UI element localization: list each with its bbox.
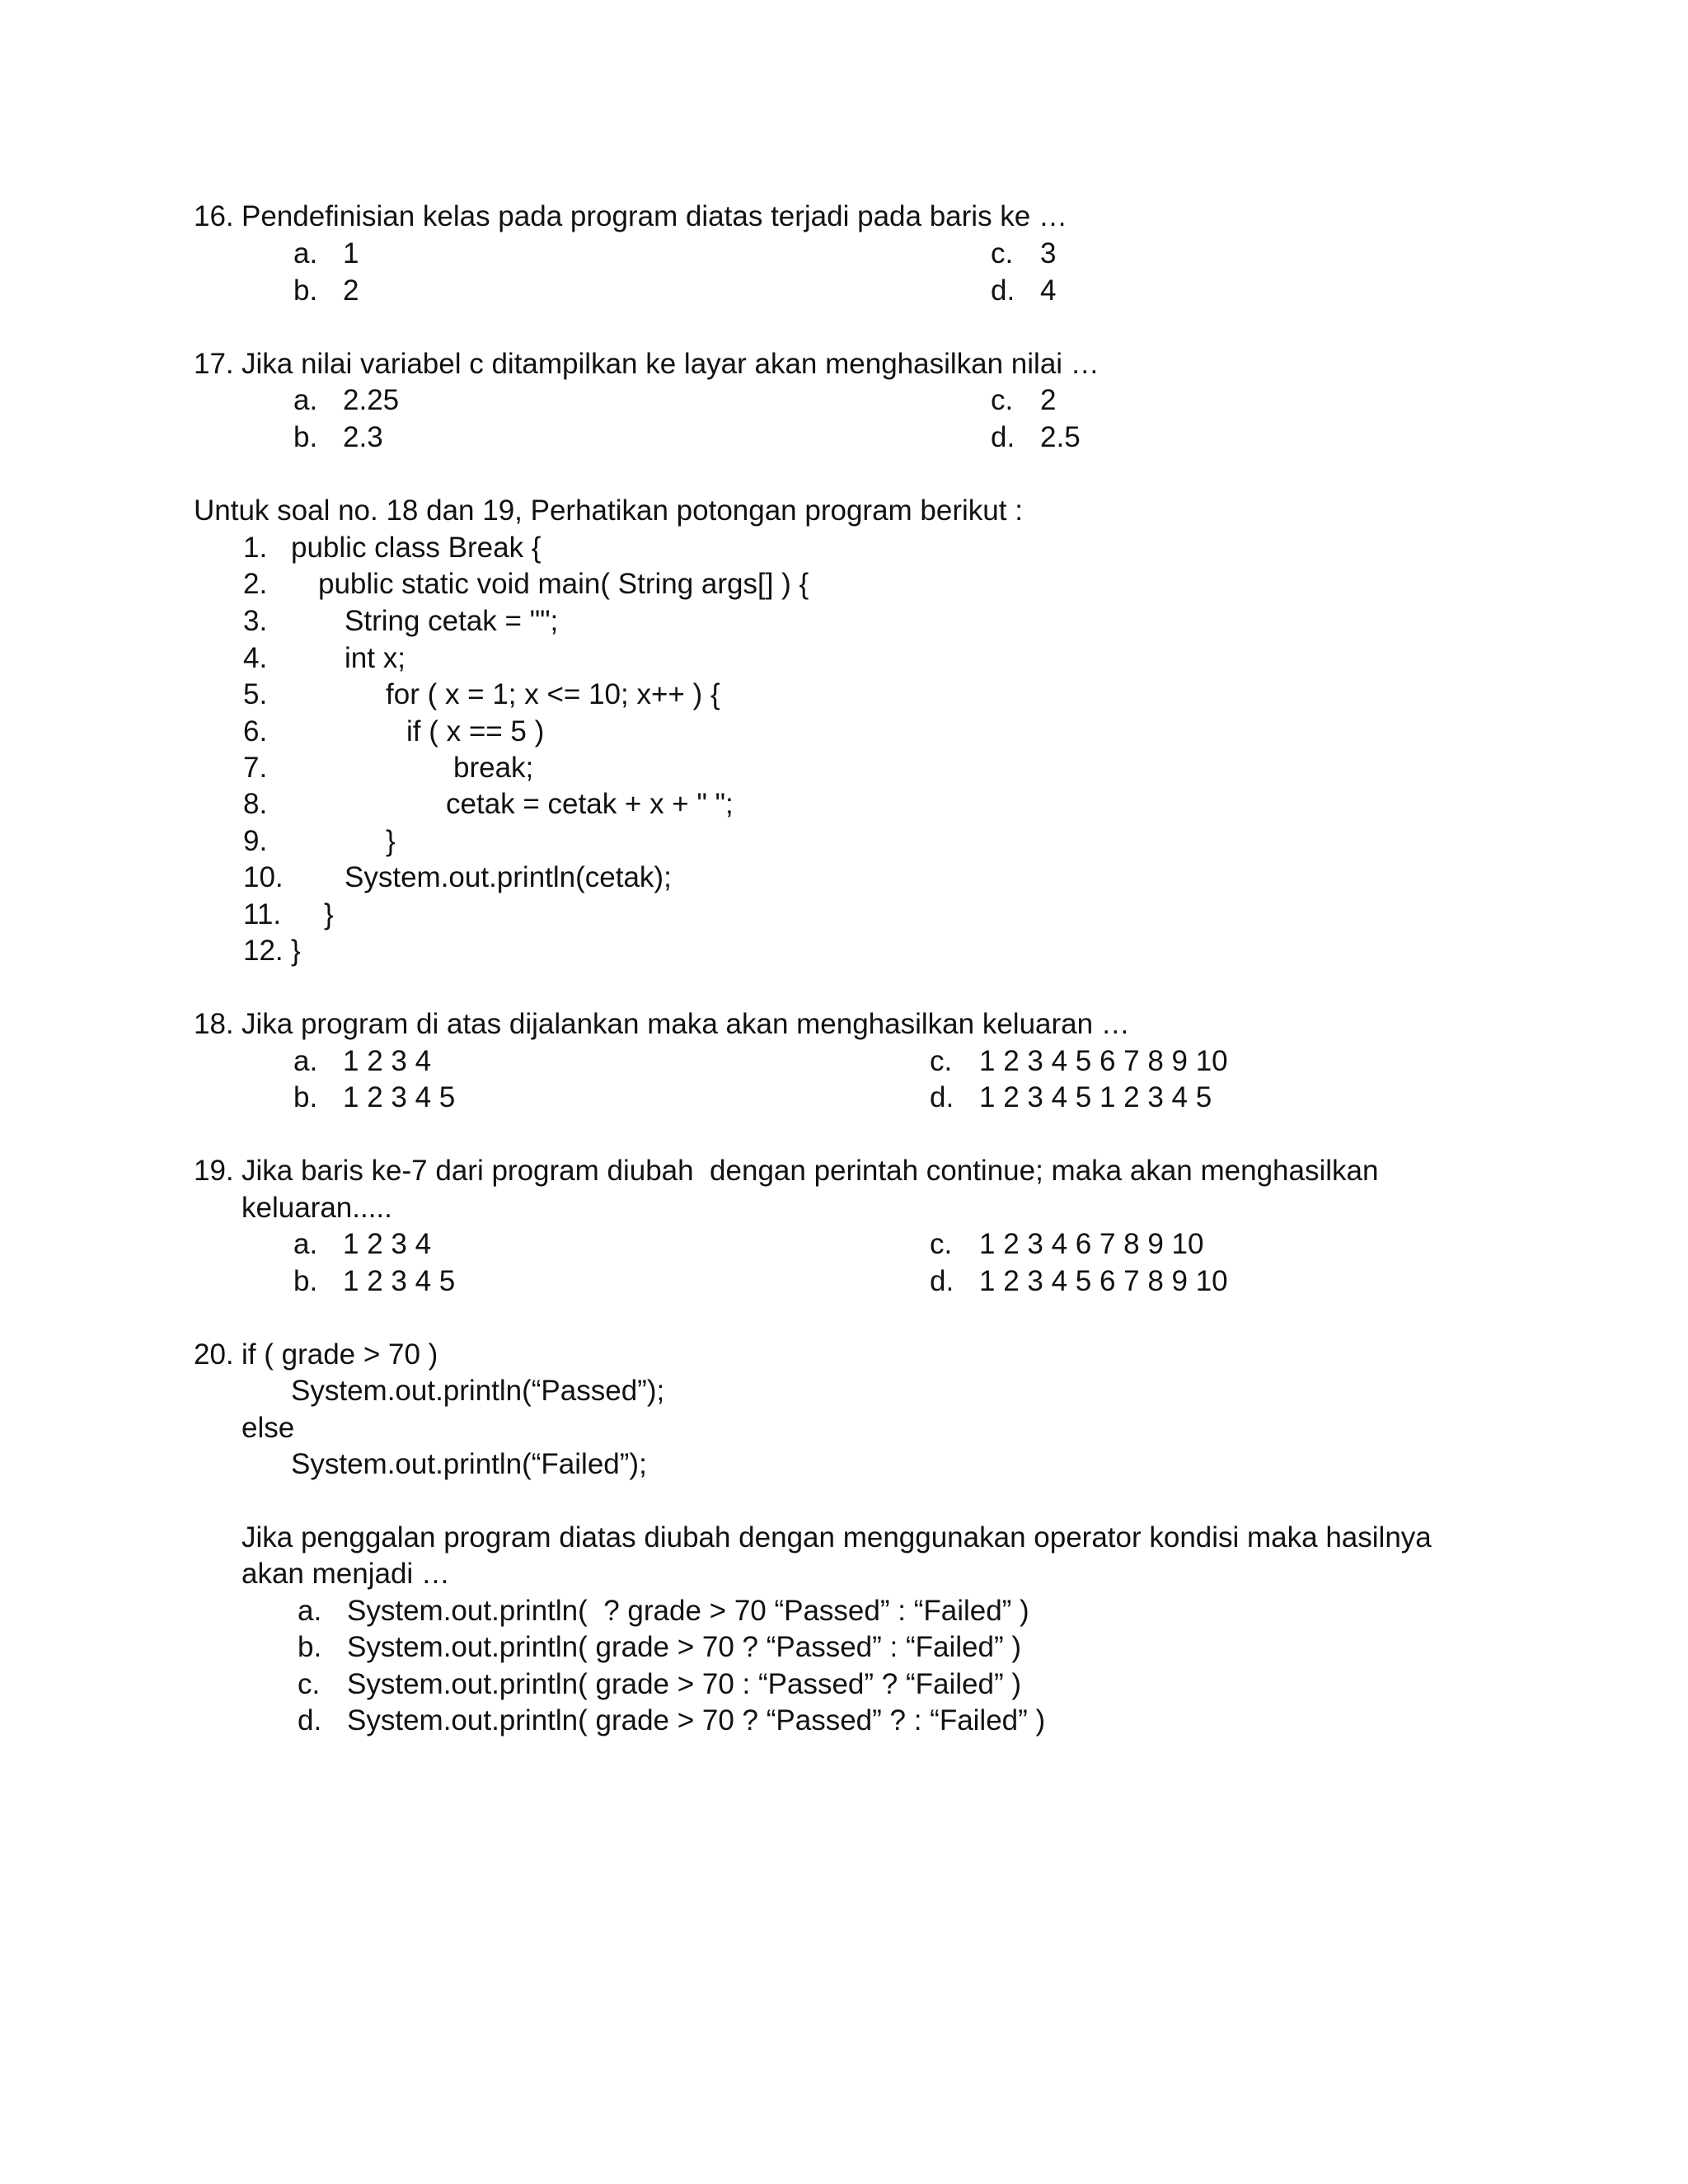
- q20-option-d-letter: d.: [298, 1704, 322, 1736]
- q16-text: Pendefinisian kelas pada program diatas terjadi pada baris ke …: [241, 200, 1067, 232]
- q17-option-b-letter: b.: [293, 421, 318, 453]
- code-line-number: 10.: [243, 861, 284, 893]
- q20-option-c-letter: c.: [298, 1668, 321, 1700]
- q17-text: Jika nilai variabel c ditampilkan ke layar akan menghasilkan nilai …: [241, 348, 1100, 380]
- q18-option-d-letter: d.: [930, 1081, 954, 1113]
- code-line-number: 4.: [243, 642, 268, 674]
- q16-option-c-letter: c.: [991, 237, 1014, 269]
- q20-option-a-text: System.out.println( ? grade > 70 “Passed” : “Failed” ): [347, 1595, 1029, 1627]
- code-line-number: 5.: [243, 678, 268, 710]
- code-line-number: 11.: [243, 898, 282, 930]
- q16-number: 16.: [194, 200, 234, 232]
- code-intro: Untuk soal no. 18 dan 19, Perhatikan potongan program berikut :: [194, 494, 1023, 527]
- code-line: }: [291, 935, 301, 967]
- code-line-number: 2.: [243, 568, 268, 600]
- q17-option-d-text: 2.5: [1040, 421, 1081, 453]
- q18-option-c-letter: c.: [930, 1045, 953, 1077]
- q19-option-b-text: 1 2 3 4 5: [343, 1265, 456, 1297]
- code-line: cetak = cetak + x + " ";: [446, 788, 734, 820]
- q18-option-c-text: 1 2 3 4 5 6 7 8 9 10: [979, 1045, 1228, 1077]
- code-line: String cetak = "";: [345, 605, 559, 637]
- code-line-number: 3.: [243, 605, 268, 637]
- q20-code-line: System.out.println(“Failed”);: [291, 1448, 647, 1480]
- q20-code-line: System.out.println(“Passed”);: [291, 1375, 665, 1407]
- q16-option-b-letter: b.: [293, 274, 318, 307]
- q18-option-d-text: 1 2 3 4 5 1 2 3 4 5: [979, 1081, 1212, 1113]
- q18-option-a-letter: a.: [293, 1045, 318, 1077]
- code-line: }: [324, 898, 334, 930]
- q16-option-d-letter: d.: [991, 274, 1015, 307]
- code-line: int x;: [345, 642, 406, 674]
- q19-option-d-text: 1 2 3 4 5 6 7 8 9 10: [979, 1265, 1228, 1297]
- q20-number: 20.: [194, 1338, 234, 1371]
- q20-option-b-text: System.out.println( grade > 70 ? “Passed” : “Failed” ): [347, 1631, 1021, 1663]
- q17-number: 17.: [194, 348, 234, 380]
- code-line-number: 7.: [243, 752, 268, 784]
- code-line: for ( x = 1; x <= 10; x++ ) {: [386, 678, 720, 710]
- q20-option-b-letter: b.: [298, 1631, 322, 1663]
- q19-number: 19.: [194, 1155, 234, 1187]
- q18-text: Jika program di atas dijalankan maka akan menghasilkan keluaran …: [241, 1008, 1130, 1040]
- q20-text-line-2: akan menjadi …: [241, 1558, 450, 1590]
- q16-option-b-text: 2: [343, 274, 359, 307]
- q17-option-d-letter: d.: [991, 421, 1015, 453]
- code-line: public static void main( String args[] ) {: [318, 568, 809, 600]
- q18-number: 18.: [194, 1008, 234, 1040]
- q19-option-c-letter: c.: [930, 1228, 953, 1260]
- q16-option-c-text: 3: [1040, 237, 1057, 269]
- q19-option-a-letter: a.: [293, 1228, 318, 1260]
- q20-text-line-1: Jika penggalan program diatas diubah dengan menggunakan operator kondisi maka hasilnya: [241, 1521, 1432, 1554]
- code-line-number: 9.: [243, 825, 268, 857]
- q20-code-line: else: [241, 1412, 295, 1444]
- q20-option-a-letter: a.: [298, 1595, 322, 1627]
- q18-option-a-text: 1 2 3 4: [343, 1045, 432, 1077]
- q19-text-line-1: Jika baris ke-7 dari program diubah dengan perintah continue; maka akan menghasilkan: [241, 1155, 1379, 1187]
- code-line: System.out.println(cetak);: [345, 861, 672, 893]
- code-line: public class Break {: [291, 532, 542, 564]
- q17-option-a-letter: a.: [293, 384, 318, 416]
- q16-option-a-letter: a.: [293, 237, 318, 269]
- code-line: }: [386, 825, 396, 857]
- q17-option-a-text: 2.25: [343, 384, 400, 416]
- q19-option-b-letter: b.: [293, 1265, 318, 1297]
- code-line: break;: [453, 752, 534, 784]
- q19-text-line-2: keluaran.....: [241, 1192, 392, 1224]
- q20-option-c-text: System.out.println( grade > 70 : “Passed” ? “Failed” ): [347, 1668, 1021, 1700]
- code-line-number: 8.: [243, 788, 268, 820]
- code-line-number: 1.: [243, 532, 268, 564]
- q17-option-c-letter: c.: [991, 384, 1014, 416]
- q19-option-c-text: 1 2 3 4 6 7 8 9 10: [979, 1228, 1204, 1260]
- code-line-number: 6.: [243, 715, 268, 748]
- code-line-number: 12.: [243, 935, 284, 967]
- q20-option-d-text: System.out.println( grade > 70 ? “Passed” ? : “Failed” ): [347, 1704, 1046, 1736]
- q19-option-a-text: 1 2 3 4: [343, 1228, 432, 1260]
- q19-option-d-letter: d.: [930, 1265, 954, 1297]
- q18-option-b-letter: b.: [293, 1081, 318, 1113]
- q18-option-b-text: 1 2 3 4 5: [343, 1081, 456, 1113]
- q20-code-line: if ( grade > 70 ): [241, 1338, 438, 1371]
- code-line: if ( x == 5 ): [406, 715, 545, 748]
- q16-option-a-text: 1: [343, 237, 359, 269]
- q17-option-b-text: 2.3: [343, 421, 383, 453]
- q17-option-c-text: 2: [1040, 384, 1057, 416]
- q16-option-d-text: 4: [1040, 274, 1057, 307]
